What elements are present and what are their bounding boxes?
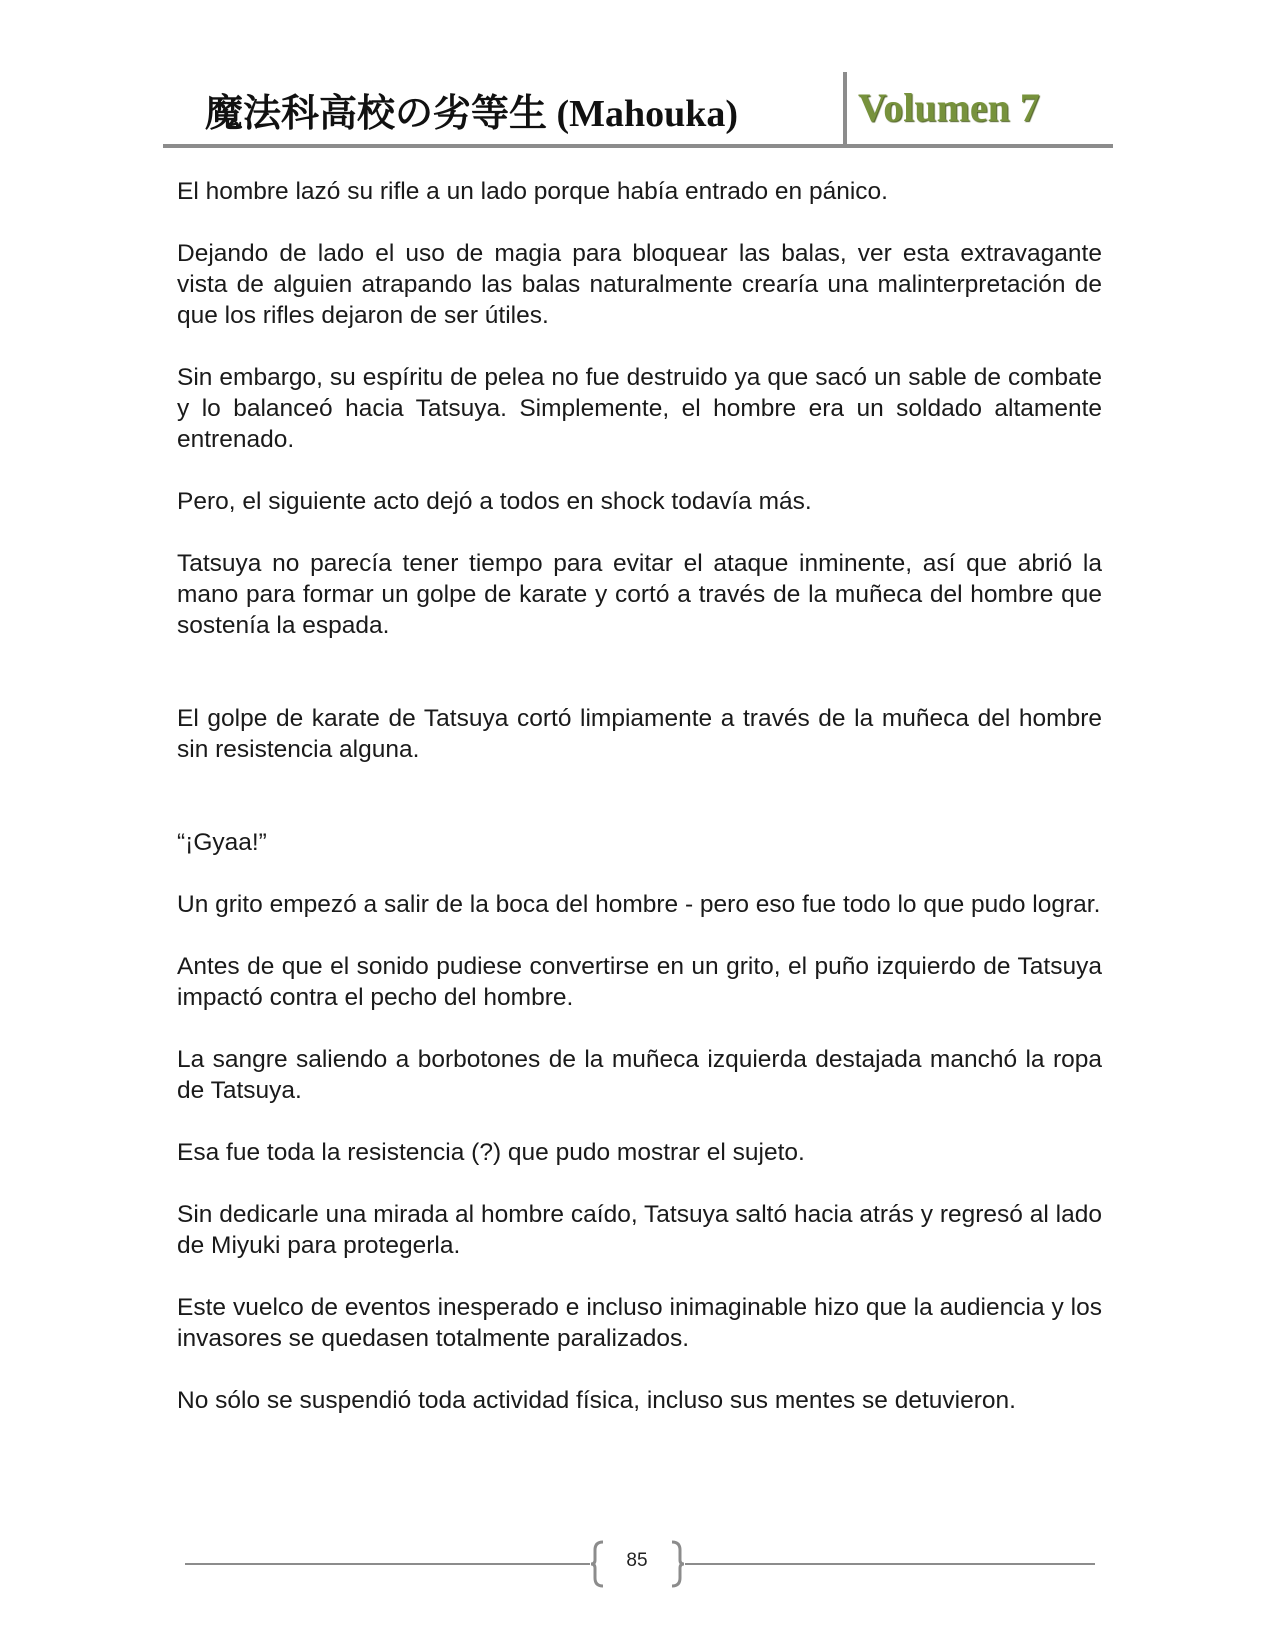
paragraph: Un grito empezó a salir de la boca del hombre - pero eso fue todo lo que pudo lograr.: [177, 891, 1101, 918]
footer-rule-right: [685, 1563, 1095, 1565]
paragraph: El golpe de karate de Tatsuya cortó limpiamente a través de la muñeca del hombre sin resistencia alguna.: [177, 705, 1102, 763]
page-header: [163, 72, 1113, 148]
paragraph: Sin embargo, su espíritu de pelea no fue destruido ya que sacó un sable de combate y lo balanceó hacia Tatsuya. Simplemente, el hombre era un soldado altamente entrenado.: [177, 364, 1102, 453]
paragraph: Sin dedicarle una mirada al hombre caído, Tatsuya saltó hacia atrás y regresó al lado de Miyuki para protegerla.: [177, 1201, 1102, 1259]
paragraph: Pero, el siguiente acto dejó a todos en shock todavía más.: [177, 488, 812, 515]
page-footer: [185, 1540, 1095, 1590]
paragraph: Tatsuya no parecía tener tiempo para evitar el ataque inminente, así que abrió la mano para formar un golpe de karate y cortó a través de la muñeca del hombre que sostenía la espada.: [177, 550, 1102, 639]
paragraph: Este vuelco de eventos inesperado e incluso inimaginable hizo que la audiencia y los invasores se quedasen totalmente paralizados.: [177, 1294, 1102, 1352]
dialogue-line: “¡Gyaa!”: [177, 829, 267, 856]
paragraph: El hombre lazó su rifle a un lado porque había entrado en pánico.: [177, 178, 888, 205]
page-number: 85: [626, 1550, 648, 1571]
header-rule: [163, 144, 1113, 148]
paragraph: Dejando de lado el uso de magia para bloquear las balas, ver esta extravagante vista de alguien atrapando las balas naturalmente crearía una malinterpretación de que los rifles dejaron de ser útiles.: [177, 240, 1102, 329]
volume-label: Volumen 7: [858, 85, 1040, 130]
paragraph: Esa fue toda la resistencia (?) que pudo mostrar el sujeto.: [177, 1139, 805, 1166]
right-bracket-icon: [669, 1540, 685, 1588]
footer-rule-left: [185, 1563, 590, 1565]
paragraph: Antes de que el sonido pudiese convertirse en un grito, el puño izquierdo de Tatsuya impactó contra el pecho del hombre.: [177, 953, 1102, 1011]
page-body: [177, 176, 1102, 1447]
book-title: 魔法科高校の劣等生 (Mahouka): [205, 93, 739, 135]
header-divider: [843, 72, 847, 146]
left-bracket-icon: [590, 1540, 606, 1588]
paragraph: La sangre saliendo a borbotones de la muñeca izquierda destajada manchó la ropa de Tatsuya.: [177, 1046, 1102, 1104]
paragraph: No sólo se suspendió toda actividad física, incluso sus mentes se detuvieron.: [177, 1387, 1016, 1414]
